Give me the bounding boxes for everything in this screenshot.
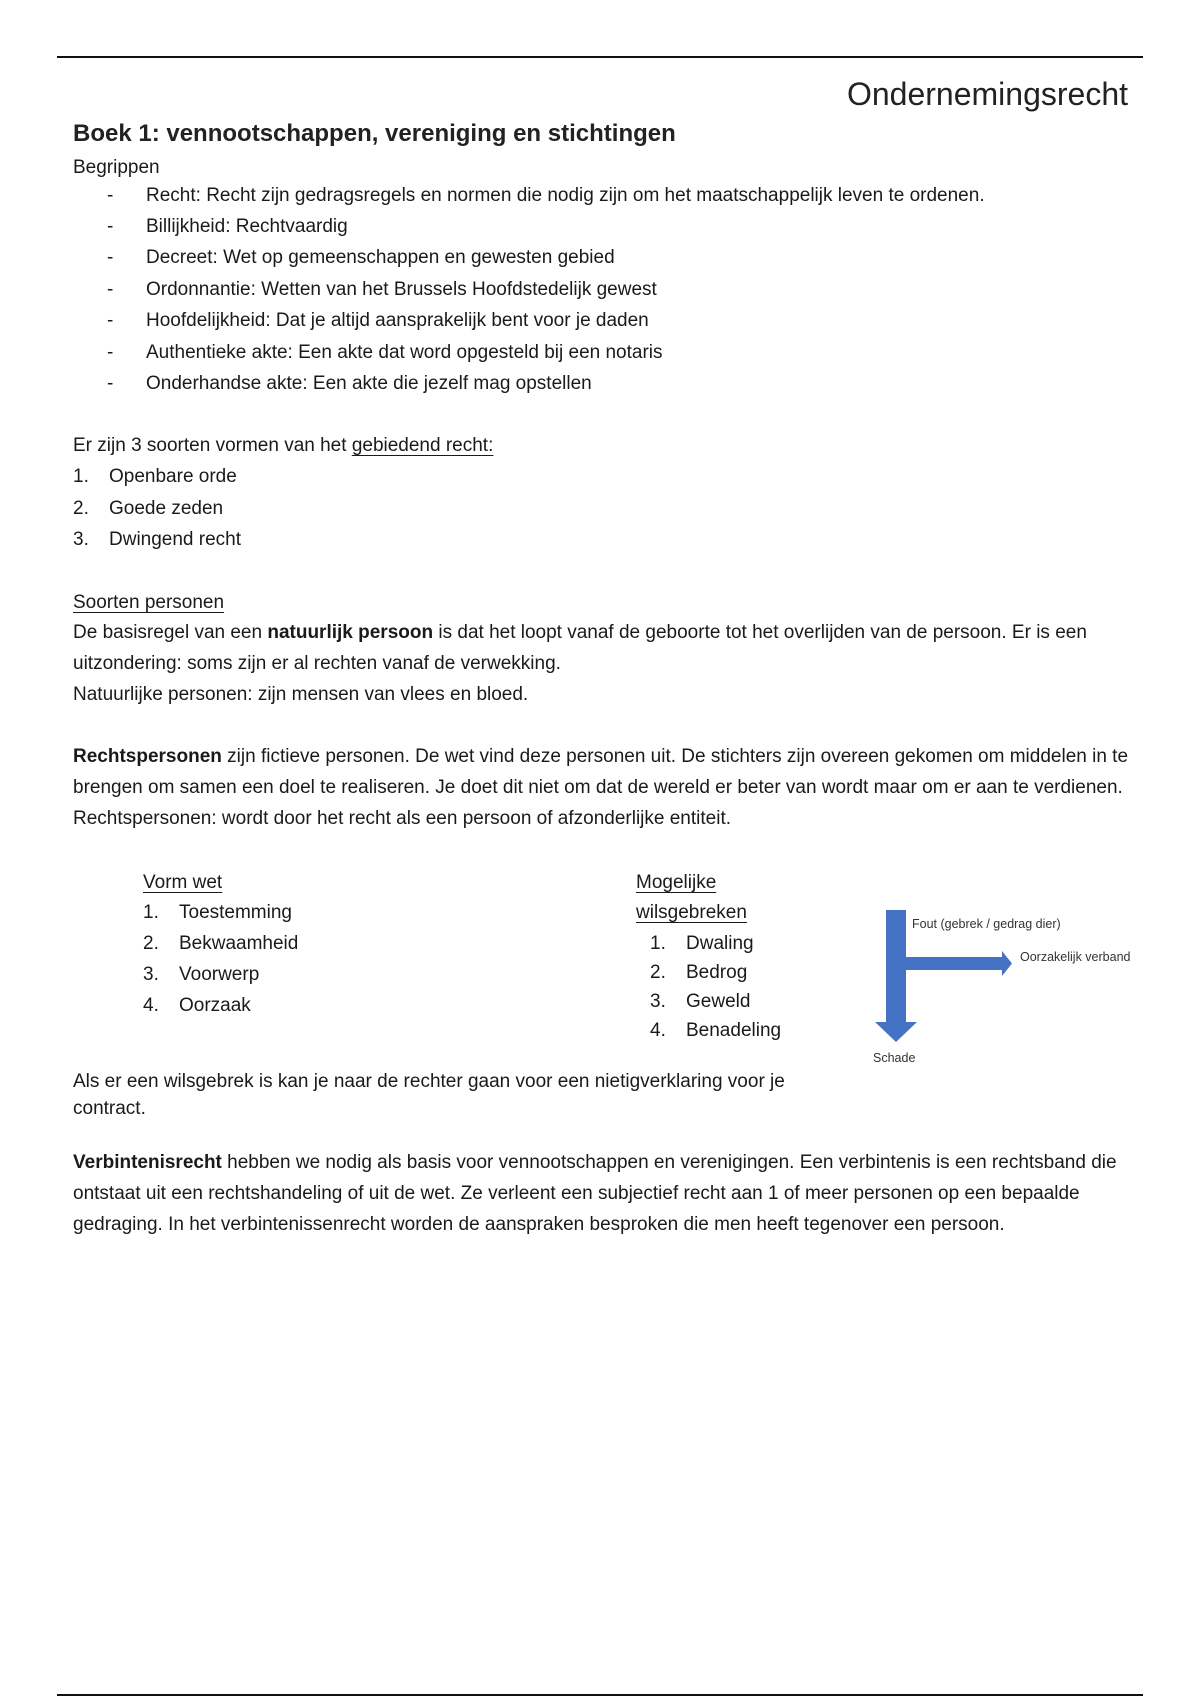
list-item: 3. Geweld	[650, 991, 751, 1012]
diagram-label-schade: Schade	[873, 1051, 916, 1065]
begrip-text: Hoofdelijkheid: Dat je altijd aansprakelijk bent voor je daden	[146, 310, 649, 331]
soorten-personen-heading: Soorten personen	[73, 592, 225, 613]
begrip-text: Billijkheid: Rechtvaardig	[146, 216, 348, 237]
vertical-arrow-shaft	[886, 910, 906, 1026]
begrip-text: Ordonnantie: Wetten van het Brussels Hoofdstedelijk gewest	[146, 279, 657, 300]
begrippen-heading: Begrippen	[73, 157, 160, 178]
top-rule	[57, 56, 1143, 58]
list-item: - Authentieke akte: Een akte dat word opgesteld bij een notaris	[107, 342, 663, 363]
list-item: 3. Voorwerp	[143, 964, 260, 985]
diagram-label-fout: Fout (gebrek / gedrag dier)	[912, 917, 1061, 931]
list-item: - Onderhandse akte: Een akte die jezelf mag opstellen	[107, 373, 592, 394]
down-arrow-head	[875, 1022, 917, 1042]
list-item: - Decreet: Wet op gemeenschappen en gewesten gebied	[107, 247, 615, 268]
gebiedend-intro: Er zijn 3 soorten vormen van het gebiedend recht:	[73, 435, 494, 456]
document-title: Boek 1: vennootschappen, vereniging en stichtingen	[73, 120, 676, 147]
nietigverklaring-paragraph: Als er een wilsgebrek is kan je naar de rechter gaan voor een nietigverklaring voor je contract.	[73, 1071, 785, 1119]
diagram-label-oorzakelijk: Oorzakelijk verband	[1020, 950, 1131, 964]
gebiedend-recht-term: gebiedend recht:	[351, 435, 494, 456]
horizontal-arrow-shaft	[904, 957, 1004, 970]
list-item: - Ordonnantie: Wetten van het Brussels Hoofdstedelijk gewest	[107, 279, 657, 300]
list-item: 2. Goede zeden	[73, 498, 224, 519]
list-item: - Hoofdelijkheid: Dat je altijd aansprakelijk bent voor je daden	[107, 310, 649, 331]
list-item: 1. Dwaling	[650, 933, 754, 954]
list-item: 4. Oorzaak	[143, 995, 251, 1016]
list-item: 1. Openbare orde	[73, 466, 237, 487]
rechtspersonen-paragraph: Rechtspersonen zijn fictieve personen. De wet vind deze personen uit. De stichters zijn overeen gekomen om middelen in te brengen om samen een doel te realiseren. Je doet dit niet om dat de wereld er beter van wordt maar om er aan te verdienen. Rechtspersonen: wordt door het recht als een persoon of afzonderlijke entiteit.	[73, 746, 1129, 829]
begrip-text: Decreet: Wet op gemeenschappen en gewesten gebied	[146, 247, 615, 268]
wilsgebreken-heading-line1: Mogelijke	[636, 872, 717, 893]
verbintenisrecht-paragraph: Verbintenisrecht hebben we nodig als basis voor vennootschappen en verenigingen. Een verbintenis is een rechtsband die ontstaat uit een rechtshandeling of uit de wet. Ze verleent een subjectief recht aan 1 of meer personen op een bepaalde gedraging. In het verbintenissenrecht worden de aanspraken besproken die men heeft tegenover een persoon.	[73, 1152, 1117, 1235]
list-item: 2. Bekwaamheid	[143, 933, 299, 954]
begrip-text: Recht: Recht zijn gedragsregels en normen die nodig zijn om het maatschappelijk leven te ordenen.	[146, 185, 985, 206]
begrip-text: Authentieke akte: Een akte dat word opgesteld bij een notaris	[146, 342, 663, 363]
list-item: 4. Benadeling	[650, 1020, 782, 1041]
soorten-personen-paragraph: De basisregel van een natuurlijk persoon is dat het loopt vanaf de geboorte tot het overlijden van de persoon. Er is een uitzondering: soms zijn er al rechten vanaf de verwekking. Natuurlijke personen: zijn mensen van vlees en bloed.	[73, 622, 1087, 705]
list-item: - Billijkheid: Rechtvaardig	[107, 216, 348, 237]
vorm-wet-heading: Vorm wet	[143, 872, 223, 893]
wilsgebreken-heading-line2: wilsgebreken	[636, 902, 747, 923]
begrip-text: Onderhandse akte: Een akte die jezelf mag opstellen	[146, 373, 592, 394]
list-item: - Recht: Recht zijn gedragsregels en normen die nodig zijn om het maatschappelijk leven te ordenen.	[107, 185, 985, 206]
list-item: 1. Toestemming	[143, 902, 292, 923]
aansprakelijkheid-diagram	[860, 900, 1150, 1075]
bottom-rule	[57, 1694, 1143, 1696]
list-item: 3. Dwingend recht	[73, 529, 242, 550]
page-header-title: Ondernemingsrecht	[846, 76, 1128, 112]
list-item: 2. Bedrog	[650, 962, 748, 983]
right-arrow-head	[1002, 951, 1012, 976]
